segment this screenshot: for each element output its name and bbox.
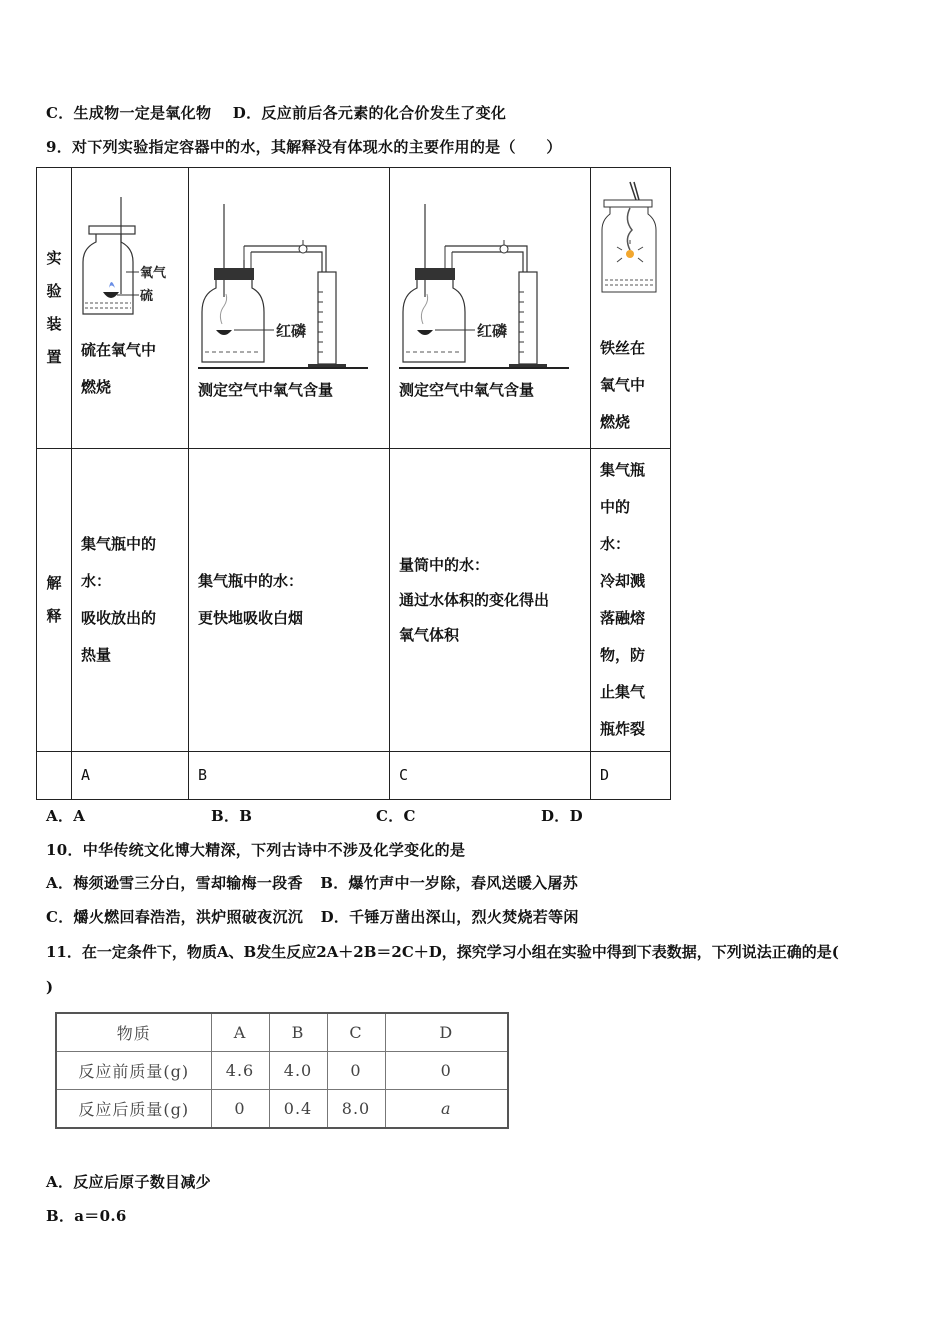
q11-header-cell: C (327, 1013, 385, 1052)
q10-option-d: D．千锤万凿出深山，烈火焚烧若等闲 (320, 908, 579, 926)
q8-option-c: C．生成物一定是氧化物 (46, 104, 212, 122)
apparatus-label: 实 验 装 置 (37, 168, 72, 449)
oxygen-measure-figure-c (399, 202, 579, 372)
explanation-label: 解 释 (37, 449, 72, 752)
q11-header-cell: A (211, 1013, 269, 1052)
svg-text:红磷: 红磷 (477, 322, 508, 340)
q11-cell: 4.0 (269, 1052, 327, 1090)
q11-cell: 0 (211, 1090, 269, 1129)
q11-stem: 11．在一定条件下，物质A、B发生反应2A＋2B＝2C＋D，探究学习小组在实验中得到下表数据，下列说法正确的是( (46, 943, 839, 961)
iron-wire-combustion-figure (600, 180, 660, 310)
letter-b: B (189, 752, 390, 800)
q11-cell: 4.6 (211, 1052, 269, 1090)
q11-cell: 8.0 (327, 1090, 385, 1129)
q11-header-cell: 物质 (56, 1013, 211, 1052)
svg-text:硫: 硫 (140, 289, 154, 304)
letter-row (37, 752, 671, 800)
q11-row-after (56, 1090, 508, 1129)
explanation-row (37, 449, 671, 752)
letter-a: A (72, 752, 189, 800)
oxygen-measure-figure-b (198, 202, 378, 372)
q8-options-row (46, 102, 506, 123)
q11-cell: 0 (327, 1052, 385, 1090)
q11-cell: 反应后质量(g) (56, 1090, 211, 1129)
q9-option-b: B．B (211, 807, 253, 825)
sulfur-combustion-figure (81, 192, 181, 332)
q11-data-table (55, 1012, 509, 1129)
q9-option-a: A．A (46, 807, 86, 825)
q11-header-cell: B (269, 1013, 327, 1052)
explain-a: 集气瓶中的 水： 吸收放出的 热量 (72, 449, 189, 752)
letter-d: D (591, 752, 671, 800)
explain-b: 集气瓶中的水： 更快地吸收白烟 (189, 449, 390, 752)
letter-c: C (390, 752, 591, 800)
q11-cell: 0.4 (269, 1090, 327, 1129)
svg-text:红磷: 红磷 (276, 322, 307, 340)
q8-option-d: D．反应前后各元素的化合价发生了变化 (232, 104, 507, 122)
q9-experiment-table (36, 167, 671, 800)
cell-d-apparatus (591, 168, 671, 449)
cell-c-apparatus (390, 168, 591, 449)
q11-cell: a (385, 1090, 508, 1129)
caption-c: 测定空气中氧气含量 (399, 381, 535, 399)
svg-text:氧气: 氧气 (140, 266, 167, 281)
q9-options-row (46, 805, 583, 826)
q10-options-cd (46, 906, 579, 927)
q9-option-c: C．C (376, 807, 416, 825)
caption-a: 硫在氧气中 燃烧 (81, 341, 157, 396)
q11-option-b: B．a＝0.6 (46, 1207, 127, 1225)
apparatus-row (37, 168, 671, 449)
q9-stem: 9．对下列实验指定容器中的水，其解释没有体现水的主要作用的是（ ） (46, 138, 562, 156)
explain-d: 集气瓶 中的 水： 冷却溅 落融熔 物，防 止集气 瓶炸裂 (591, 449, 671, 752)
q10-option-b: B．爆竹声中一岁除，春风送暖入屠苏 (320, 874, 579, 892)
q11-cell: 反应前质量(g) (56, 1052, 211, 1090)
caption-b: 测定空气中氧气含量 (198, 381, 334, 399)
cell-b-apparatus (189, 168, 390, 449)
caption-d: 铁丝在 氧气中 燃烧 (600, 339, 646, 431)
q9-option-d: D．D (541, 807, 583, 825)
q11-option-a: A．反应后原子数目减少 (46, 1173, 211, 1191)
q10-stem: 10．中华传统文化博大精深，下列古诗中不涉及化学变化的是 (46, 841, 466, 859)
q10-option-c: C．爝火燃回春浩浩，洪炉照破夜沉沉 (46, 908, 304, 926)
q10-option-a: A．梅须逊雪三分白，雪却输梅一段香 (46, 874, 303, 892)
q10-options-ab (46, 872, 578, 893)
q11-stem-end: ) (46, 978, 54, 996)
letter-row-blank (37, 752, 72, 800)
q11-cell: 0 (385, 1052, 508, 1090)
q11-row-before (56, 1052, 508, 1090)
q11-header-cell: D (385, 1013, 508, 1052)
explain-c: 量筒中的水： 通过水体积的变化得出 氧气体积 (390, 449, 591, 752)
cell-a-apparatus (72, 168, 189, 449)
q11-header-row (56, 1013, 508, 1052)
